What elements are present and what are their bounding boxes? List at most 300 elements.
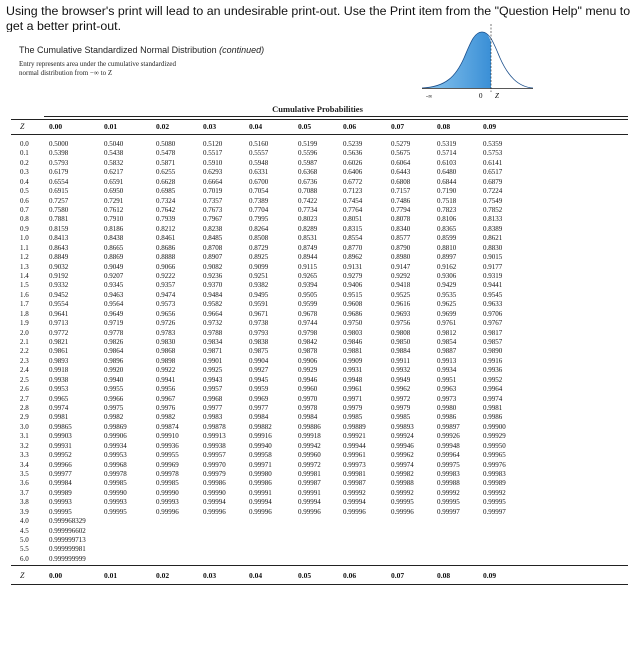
row-z-value: 1.8 xyxy=(20,309,29,318)
probability-cell: 0.99992 xyxy=(483,488,506,497)
column-footer: 0.01 xyxy=(104,571,118,581)
probability-cell: 0.99985 xyxy=(156,479,179,488)
probability-cell: 0.99981 xyxy=(343,470,366,479)
probability-cell: 0.99986 xyxy=(203,479,226,488)
probability-cell: 0.9177 xyxy=(483,262,503,271)
probability-cell: 0.9573 xyxy=(156,300,176,309)
row-z-value: 0.4 xyxy=(20,177,29,186)
probability-cell: 0.8106 xyxy=(437,215,457,224)
probability-cell: 0.9871 xyxy=(203,347,223,356)
probability-cell: 0.9901 xyxy=(203,356,223,365)
probability-cell: 0.9934 xyxy=(437,366,457,375)
probability-cell: 0.9931 xyxy=(343,366,363,375)
probability-cell: 0.9985 xyxy=(343,413,363,422)
print-warning-banner xyxy=(0,0,635,32)
probability-cell: 0.8238 xyxy=(203,224,223,233)
probability-cell: 0.9535 xyxy=(437,290,457,299)
probability-cell: 0.8413 xyxy=(49,234,69,243)
probability-cell: 0.9671 xyxy=(249,309,269,318)
probability-cell: 0.9913 xyxy=(437,356,457,365)
probability-cell: 0.8023 xyxy=(298,215,318,224)
probability-cell: 0.9979 xyxy=(343,404,363,413)
probability-cell: 0.99882 xyxy=(249,422,272,431)
probability-cell: 0.7190 xyxy=(437,187,457,196)
row-z-value: 3.9 xyxy=(20,507,29,516)
probability-cell: 0.99942 xyxy=(298,441,321,450)
probability-cell: 0.9484 xyxy=(203,290,223,299)
shaded-area xyxy=(422,32,491,88)
probability-cell: 0.9965 xyxy=(49,394,69,403)
row-z-value: 3.0 xyxy=(20,422,29,431)
probability-cell: 0.9032 xyxy=(49,262,69,271)
row-z-value: 3.5 xyxy=(20,470,29,479)
probability-cell: 0.99897 xyxy=(437,422,460,431)
probability-cell: 0.9834 xyxy=(203,338,223,347)
probability-cell: 0.9545 xyxy=(483,290,503,299)
probability-cell: 0.99934 xyxy=(104,441,127,450)
probability-cell: 0.8925 xyxy=(249,253,269,262)
probability-cell: 0.8389 xyxy=(483,224,503,233)
probability-cell: 0.9929 xyxy=(298,366,318,375)
probability-cell: 0.9952 xyxy=(483,375,503,384)
probability-cell: 0.8531 xyxy=(298,234,318,243)
probability-cell: 0.9951 xyxy=(437,375,457,384)
probability-cell: 0.9946 xyxy=(298,375,318,384)
probability-cell: 0.7054 xyxy=(249,187,269,196)
probability-cell: 0.99991 xyxy=(298,488,321,497)
probability-cell: 0.99955 xyxy=(156,451,179,460)
probability-cell: 0.9015 xyxy=(483,253,503,262)
probability-cell: 0.8997 xyxy=(437,253,457,262)
probability-cell: 0.5714 xyxy=(437,149,457,158)
probability-cell: 0.9911 xyxy=(391,356,410,365)
probability-cell: 0.9591 xyxy=(249,300,269,309)
row-z-value: 2.0 xyxy=(20,328,29,337)
row-z-value: 1.9 xyxy=(20,319,29,328)
probability-cell: 0.8485 xyxy=(203,234,223,243)
probability-cell: 0.99910 xyxy=(156,432,179,441)
probability-cell: 0.99994 xyxy=(298,498,321,507)
row-z-value: 2.5 xyxy=(20,375,29,384)
probability-cell: 0.9941 xyxy=(156,375,176,384)
probability-cell: 0.9956 xyxy=(156,385,176,394)
probability-cell: 0.999999713 xyxy=(49,536,86,545)
probability-cell: 0.99997 xyxy=(437,507,460,516)
probability-cell: 0.9966 xyxy=(104,394,124,403)
probability-cell: 0.8078 xyxy=(391,215,411,224)
probability-cell: 0.9345 xyxy=(104,281,124,290)
probability-cell: 0.9495 xyxy=(249,290,269,299)
probability-cell: 0.99972 xyxy=(298,460,321,469)
probability-cell: 0.9948 xyxy=(343,375,363,384)
probability-cell: 0.99936 xyxy=(156,441,179,450)
probability-cell: 0.9986 xyxy=(437,413,457,422)
probability-cell: 0.9812 xyxy=(437,328,457,337)
probability-cell: 0.9854 xyxy=(437,338,457,347)
curve-left-label: -∞ xyxy=(426,94,433,100)
probability-cell: 0.6443 xyxy=(391,168,411,177)
probability-cell: 0.7291 xyxy=(104,196,124,205)
row-z-value: 2.1 xyxy=(20,338,29,347)
probability-cell: 0.99893 xyxy=(391,422,414,431)
probability-cell: 0.9972 xyxy=(391,394,411,403)
probability-cell: 0.99913 xyxy=(203,432,226,441)
probability-cell: 0.9830 xyxy=(156,338,176,347)
probability-cell: 0.6554 xyxy=(49,177,69,186)
probability-cell: 0.5359 xyxy=(483,140,503,148)
column-header: 0.00 xyxy=(49,122,63,131)
probability-cell: 0.99958 xyxy=(249,451,272,460)
probability-cell: 0.99994 xyxy=(203,498,226,507)
probability-cell: 0.9945 xyxy=(249,375,269,384)
probability-cell: 0.8438 xyxy=(104,234,124,243)
probability-cell: 0.8643 xyxy=(49,243,69,252)
probability-cell: 0.9633 xyxy=(483,300,503,309)
column-footer: 0.02 xyxy=(156,571,170,581)
probability-cell: 0.9938 xyxy=(49,375,69,384)
probability-cell: 0.9772 xyxy=(49,328,69,337)
probability-cell: 0.9686 xyxy=(343,309,363,318)
probability-cell: 0.9554 xyxy=(49,300,69,309)
row-z-value: 1.5 xyxy=(20,281,29,290)
probability-cell: 0.99969 xyxy=(156,460,179,469)
probability-cell: 0.9974 xyxy=(49,404,69,413)
probability-cell: 0.99983 xyxy=(437,470,460,479)
probability-cell: 0.99946 xyxy=(391,441,414,450)
probability-cell: 0.8849 xyxy=(49,253,69,262)
probability-cell: 0.8264 xyxy=(249,224,269,233)
probability-cell: 0.9474 xyxy=(156,290,176,299)
probability-cell: 0.9732 xyxy=(203,319,223,328)
probability-cell: 0.9625 xyxy=(437,300,457,309)
column-header: 0.04 xyxy=(249,122,263,131)
probability-cell: 0.99889 xyxy=(343,422,366,431)
probability-cell: 0.99938 xyxy=(203,441,226,450)
column-footer: 0.09 xyxy=(483,571,497,581)
probability-cell: 0.9808 xyxy=(391,328,411,337)
probability-cell: 0.5675 xyxy=(391,149,411,158)
probability-cell: 0.8830 xyxy=(483,243,503,252)
probability-cell: 0.99993 xyxy=(156,498,179,507)
probability-cell: 0.6480 xyxy=(437,168,457,177)
probability-cell: 0.5557 xyxy=(249,149,269,158)
probability-cell: 0.9319 xyxy=(483,272,503,281)
probability-cell: 0.9970 xyxy=(298,394,318,403)
row-z-value: 1.0 xyxy=(20,234,29,243)
probability-cell: 0.5080 xyxy=(156,140,176,148)
probability-cell: 0.9131 xyxy=(343,262,363,271)
probability-cell: 0.5948 xyxy=(249,158,269,167)
probability-cell: 0.99986 xyxy=(249,479,272,488)
curve-zero-label: 0 xyxy=(479,92,483,100)
probability-cell: 0.7088 xyxy=(298,187,318,196)
probability-cell: 0.99992 xyxy=(437,488,460,497)
row-z-value: 2.7 xyxy=(20,394,29,403)
probability-cell: 0.99996 xyxy=(391,507,414,516)
probability-cell: 0.99964 xyxy=(437,451,460,460)
probability-cell: 0.9641 xyxy=(49,309,69,318)
probability-cell: 0.6879 xyxy=(483,177,503,186)
probability-cell: 0.99926 xyxy=(437,432,460,441)
probability-cell: 0.9656 xyxy=(156,309,176,318)
probability-cell: 0.99962 xyxy=(391,451,414,460)
column-footer: 0.06 xyxy=(343,571,357,581)
probability-cell: 0.9985 xyxy=(391,413,411,422)
probability-cell: 0.8577 xyxy=(391,234,411,243)
probability-cell: 0.99996 xyxy=(298,507,321,516)
probability-cell: 0.5832 xyxy=(104,158,124,167)
probability-cell: 0.8944 xyxy=(298,253,318,262)
probability-cell: 0.9963 xyxy=(437,385,457,394)
probability-cell: 0.9382 xyxy=(249,281,269,290)
row-z-value: 1.1 xyxy=(20,243,29,252)
probability-cell: 0.9599 xyxy=(298,300,318,309)
probability-cell: 0.6772 xyxy=(343,177,363,186)
probability-cell: 0.9564 xyxy=(104,300,124,309)
probability-cell: 0.7580 xyxy=(49,206,69,214)
probability-cell: 0.9961 xyxy=(343,385,363,394)
probability-cell: 0.9898 xyxy=(156,356,176,365)
probability-cell: 0.7257 xyxy=(49,196,69,205)
probability-cell: 0.9904 xyxy=(249,356,269,365)
probability-cell: 0.9979 xyxy=(391,404,411,413)
probability-cell: 0.9441 xyxy=(483,281,503,290)
probability-cell: 0.9953 xyxy=(49,385,69,394)
probability-cell: 0.99975 xyxy=(437,460,460,469)
probability-cell: 0.99950 xyxy=(483,441,506,450)
probability-cell: 0.7764 xyxy=(343,206,363,214)
probability-cell: 0.9962 xyxy=(391,385,411,394)
probability-cell: 0.7454 xyxy=(343,196,363,205)
probability-cell: 0.9940 xyxy=(104,375,124,384)
probability-cell: 0.9846 xyxy=(343,338,363,347)
probability-cell: 0.7704 xyxy=(249,206,269,214)
probability-cell: 0.6331 xyxy=(249,168,269,177)
row-z-value: 6.0 xyxy=(20,554,29,563)
row-z-value: 0.2 xyxy=(20,158,29,167)
probability-cell: 0.7123 xyxy=(343,187,363,196)
probability-cell: 0.99980 xyxy=(249,470,272,479)
probability-cell: 0.6591 xyxy=(104,177,124,186)
probability-cell: 0.9678 xyxy=(298,309,318,318)
probability-cell: 0.5319 xyxy=(437,140,457,148)
probability-cell: 0.6179 xyxy=(49,168,69,177)
row-z-value: 0.6 xyxy=(20,196,29,205)
probability-cell: 0.6915 xyxy=(49,187,69,196)
probability-cell: 0.5120 xyxy=(203,140,223,148)
probability-cell: 0.5793 xyxy=(49,158,69,167)
probability-cell: 0.99957 xyxy=(203,451,226,460)
probability-cell: 0.9983 xyxy=(203,413,223,422)
probability-cell: 0.7612 xyxy=(104,206,124,214)
probability-cell: 0.99997 xyxy=(483,507,506,516)
normal-curve-figure xyxy=(420,20,535,100)
probability-cell: 0.9265 xyxy=(298,272,318,281)
probability-cell: 0.5871 xyxy=(156,158,176,167)
probability-cell: 0.9932 xyxy=(391,366,411,375)
probability-cell: 0.9976 xyxy=(156,404,176,413)
probability-cell: 0.99971 xyxy=(249,460,272,469)
probability-cell: 0.7673 xyxy=(203,206,223,214)
probability-cell: 0.9977 xyxy=(249,404,269,413)
row-z-value: 2.3 xyxy=(20,356,29,365)
row-z-value: 3.8 xyxy=(20,498,29,507)
table-description xyxy=(19,60,219,78)
probability-cell: 0.9099 xyxy=(249,262,269,271)
probability-cell: 0.6700 xyxy=(249,177,269,186)
probability-cell: 0.9616 xyxy=(391,300,411,309)
probability-cell: 0.99995 xyxy=(49,507,72,516)
probability-cell: 0.999968329 xyxy=(49,517,86,526)
probability-cell: 0.7881 xyxy=(49,215,69,224)
probability-cell: 0.7019 xyxy=(203,187,223,196)
curve-tail-right xyxy=(491,42,533,88)
probability-cell: 0.8621 xyxy=(483,234,503,243)
probability-cell: 0.5438 xyxy=(104,149,124,158)
probability-cell: 0.9960 xyxy=(298,385,318,394)
probability-cell: 0.6103 xyxy=(437,158,457,167)
probability-cell: 0.5517 xyxy=(203,149,223,158)
probability-cell: 0.9406 xyxy=(343,281,363,290)
probability-cell: 0.99988 xyxy=(437,479,460,488)
probability-cell: 0.99991 xyxy=(249,488,272,497)
probability-cell: 0.6026 xyxy=(343,158,363,167)
probability-cell: 0.99944 xyxy=(343,441,366,450)
cumulative-probabilities-heading: Cumulative Probabilities xyxy=(272,104,363,114)
probability-cell: 0.99976 xyxy=(483,460,506,469)
probability-cell: 0.99996 xyxy=(203,507,226,516)
probability-cell: 0.6808 xyxy=(391,177,411,186)
probability-cell: 0.9452 xyxy=(49,290,69,299)
probability-cell: 0.8729 xyxy=(249,243,269,252)
probability-cell: 0.9884 xyxy=(391,347,411,356)
probability-cell: 0.9984 xyxy=(298,413,318,422)
column-header: 0.01 xyxy=(104,122,118,131)
probability-cell: 0.99983 xyxy=(483,470,506,479)
probability-cell: 0.9984 xyxy=(249,413,269,422)
probability-cell: 0.9967 xyxy=(156,394,176,403)
probability-cell: 0.9982 xyxy=(156,413,176,422)
column-header: 0.08 xyxy=(437,122,451,131)
probability-cell: 0.9969 xyxy=(249,394,269,403)
probability-cell: 0.999999999 xyxy=(49,554,86,563)
row-z-value: 0.5 xyxy=(20,187,29,196)
probability-cell: 0.8461 xyxy=(156,234,176,243)
probability-cell: 0.9974 xyxy=(483,394,503,403)
probability-cell: 0.999996602 xyxy=(49,526,86,535)
probability-cell: 0.6217 xyxy=(104,168,124,177)
probability-cell: 0.8365 xyxy=(437,224,457,233)
probability-cell: 0.8133 xyxy=(483,215,503,224)
probability-cell: 0.99995 xyxy=(104,507,127,516)
probability-cell: 0.8770 xyxy=(343,243,363,252)
probability-cell: 0.9147 xyxy=(391,262,411,271)
probability-cell: 0.9981 xyxy=(49,413,69,422)
row-z-value: 4.5 xyxy=(20,526,29,535)
probability-cell: 0.99916 xyxy=(249,432,272,441)
probability-cell: 0.9750 xyxy=(343,319,363,328)
probability-cell: 0.9920 xyxy=(104,366,124,375)
probability-cell: 0.99994 xyxy=(343,498,366,507)
probability-cell: 0.5000 xyxy=(49,140,69,148)
probability-cell: 0.99878 xyxy=(203,422,226,431)
row-z-value: 5.5 xyxy=(20,545,29,554)
probability-cell: 0.8907 xyxy=(203,253,223,262)
probability-cell: 0.99992 xyxy=(343,488,366,497)
probability-cell: 0.99918 xyxy=(298,432,321,441)
probability-cell: 0.6736 xyxy=(298,177,318,186)
probability-cell: 0.9236 xyxy=(203,272,223,281)
header-top-rule xyxy=(44,116,628,117)
probability-cell: 0.9788 xyxy=(203,328,223,337)
probability-cell: 0.99952 xyxy=(49,451,72,460)
row-z-value: 2.2 xyxy=(20,347,29,356)
probability-cell: 0.99990 xyxy=(104,488,127,497)
probability-cell: 0.7324 xyxy=(156,196,176,205)
row-z-value: 2.4 xyxy=(20,366,29,375)
probability-cell: 0.99993 xyxy=(49,498,72,507)
column-footer: 0.08 xyxy=(437,571,451,581)
probability-cell: 0.9936 xyxy=(483,366,503,375)
row-z-value: 0.3 xyxy=(20,168,29,177)
probability-cell: 0.5636 xyxy=(343,149,363,158)
row-z-value: 3.4 xyxy=(20,460,29,469)
probability-cell: 0.6368 xyxy=(298,168,318,177)
probability-cell: 0.8962 xyxy=(343,253,363,262)
probability-cell: 0.8554 xyxy=(343,234,363,243)
probability-cell: 0.9515 xyxy=(343,290,363,299)
probability-cell: 0.99990 xyxy=(203,488,226,497)
column-footer: 0.03 xyxy=(203,571,217,581)
probability-cell: 0.6064 xyxy=(391,158,411,167)
probability-cell: 0.9893 xyxy=(49,356,69,365)
probability-cell: 0.9706 xyxy=(483,309,503,318)
probability-cell: 0.9756 xyxy=(391,319,411,328)
probability-cell: 0.9664 xyxy=(203,309,223,318)
probability-cell: 0.9906 xyxy=(298,356,318,365)
probability-cell: 0.5160 xyxy=(249,140,269,148)
probability-cell: 0.9767 xyxy=(483,319,503,328)
probability-cell: 0.9332 xyxy=(49,281,69,290)
probability-cell: 0.5596 xyxy=(298,149,318,158)
probability-cell: 0.7995 xyxy=(249,215,269,224)
probability-cell: 0.9982 xyxy=(104,413,124,422)
probability-cell: 0.9980 xyxy=(437,404,457,413)
probability-cell: 0.7734 xyxy=(298,206,318,214)
table-title xyxy=(19,45,264,55)
probability-cell: 0.9959 xyxy=(249,385,269,394)
probability-cell: 0.99995 xyxy=(391,498,414,507)
probability-cell: 0.9986 xyxy=(483,413,503,422)
probability-cell: 0.99960 xyxy=(298,451,321,460)
column-footer: 0.05 xyxy=(298,571,312,581)
probability-cell: 0.5753 xyxy=(483,149,503,158)
probability-cell: 0.9973 xyxy=(437,394,457,403)
probability-cell: 0.9719 xyxy=(104,319,124,328)
probability-cell: 0.99924 xyxy=(391,432,414,441)
probability-cell: 0.99994 xyxy=(249,498,272,507)
probability-cell: 0.9505 xyxy=(298,290,318,299)
probability-cell: 0.8340 xyxy=(391,224,411,233)
probability-cell: 0.99865 xyxy=(49,422,72,431)
probability-cell: 0.9066 xyxy=(156,262,176,271)
probability-cell: 0.8508 xyxy=(249,234,269,243)
probability-cell: 0.9887 xyxy=(437,347,457,356)
probability-cell: 0.5239 xyxy=(343,140,363,148)
table-description-line-2: normal distribution from −∞ to Z xyxy=(19,69,113,77)
probability-cell: 0.9927 xyxy=(249,366,269,375)
probability-cell: 0.99984 xyxy=(49,479,72,488)
